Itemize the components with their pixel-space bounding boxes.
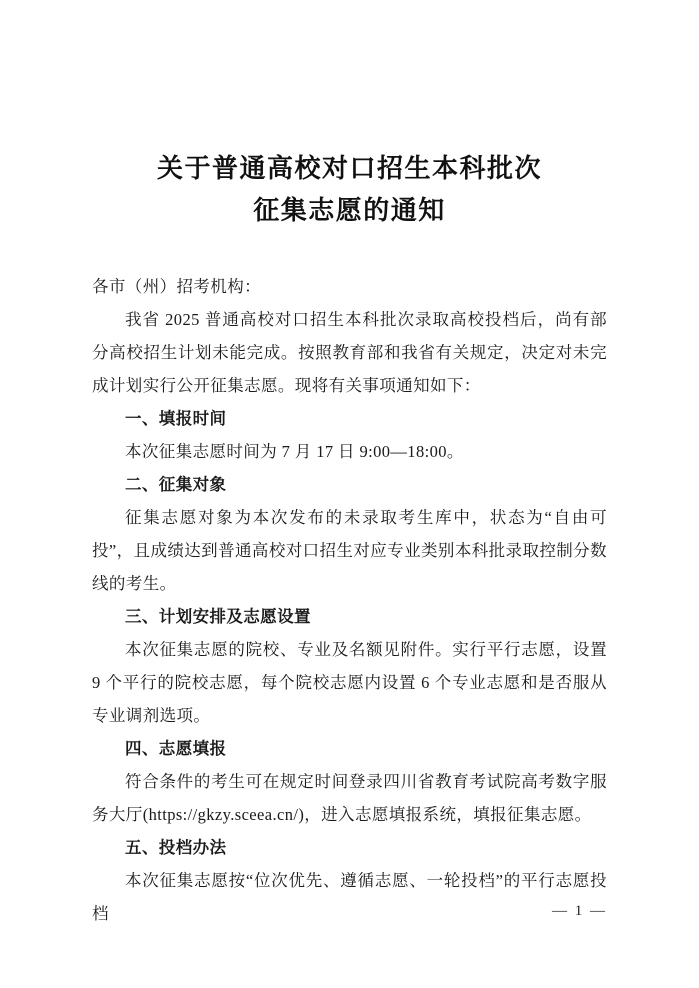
page-number: — 1 — (552, 903, 607, 919)
title-line-2: 征集志愿的通知 (253, 196, 446, 225)
section-heading-2: 二、征集对象 (125, 475, 227, 494)
section-paragraph-3-1: 本次征集志愿的院校、专业及名额见附件。实行平行志愿，设置 9 个平行的院校志愿，每个院校志愿内设置 6 个专业志愿和是否服从专业调剂选项。 (92, 640, 607, 725)
section-paragraph-4-1: 符合条件的考生可在规定时间登录四川省教育考试院高考数字服务大厅(https://gkzy.sceea.cn/)，进入志愿填报系统，填报征集志愿。 (92, 772, 607, 824)
section-paragraph-5-1: 本次征集志愿按“位次优先、遵循志愿、一轮投档”的平行志愿投档 (92, 871, 607, 923)
title-line-1: 关于普通高校对口招生本科批次 (156, 154, 542, 183)
section-heading-3: 三、计划安排及志愿设置 (125, 607, 311, 626)
section-heading-5: 五、投档办法 (125, 838, 227, 857)
section-heading-1: 一、填报时间 (125, 409, 227, 428)
section-paragraph-1-1: 本次征集志愿时间为 7 月 17 日 9:00—18:00。 (125, 442, 464, 461)
document-title (92, 148, 607, 232)
intro-paragraph: 我省 2025 普通高校对口招生本科批次录取高校投档后，尚有部分高校招生计划未能完成。按照教育部和我省有关规定，决定对未完成计划实行公开征集志愿。现将有关事项通知如下： (92, 310, 607, 395)
section-heading-4: 四、志愿填报 (125, 739, 227, 758)
section-paragraph-2-1: 征集志愿对象为本次发布的未录取考生库中，状态为“自由可投”，且成绩达到普通高校对口招生对应专业类别本科批录取控制分数线的考生。 (92, 508, 607, 593)
document-body (92, 270, 607, 930)
salutation: 各市（州）招考机构： (92, 277, 261, 296)
